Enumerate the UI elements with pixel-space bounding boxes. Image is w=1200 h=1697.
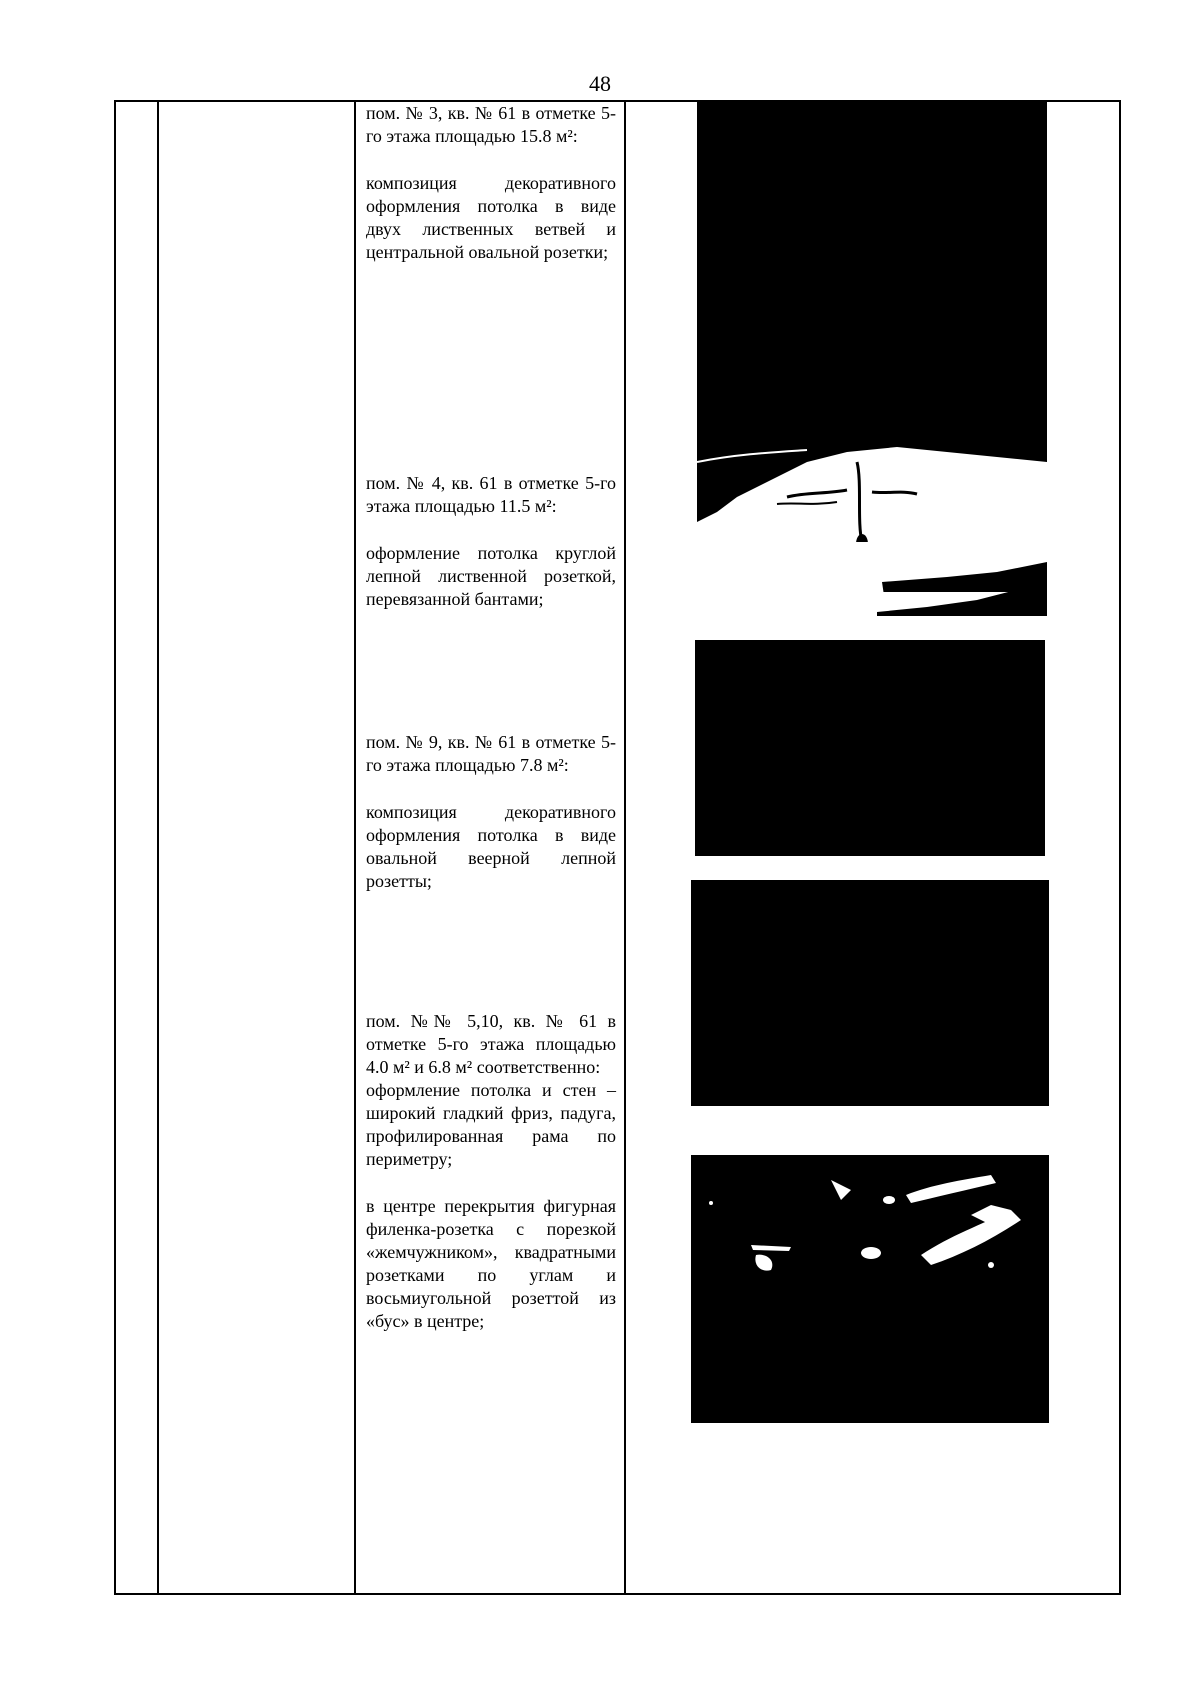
entry-room-4 <box>366 472 616 611</box>
entry-rooms-5-10 <box>366 1010 616 1333</box>
column-divider-3 <box>624 100 626 1595</box>
entry-description: оформление потолка и стен – широкий гладкий фриз, падуга, профилированная рама по периметру; <box>366 1080 616 1169</box>
entry-heading: пом. №№ 5,10, кв. № 61 в отметке 5-го этажа площадью 4.0 м² и 6.8 м² соответственно: <box>366 1011 616 1077</box>
page-number: 48 <box>589 71 611 96</box>
ceiling-photo-4 <box>691 1155 1049 1423</box>
entry-description: оформление потолка круглой лепной лиственной розеткой, перевязанной бантами; <box>366 543 616 609</box>
entry-heading: пом. № 4, кв. 61 в отметке 5-го этажа площадью 11.5 м²: <box>366 473 616 516</box>
entry-room-9 <box>366 731 616 893</box>
entry-extra: в центре перекрытия фигурная филенка-розетка с порезкой «жемчужником», квадратными розетками по углам и восьмиугольной розеттой из «бус» в центре; <box>366 1196 616 1331</box>
column-divider-1 <box>157 100 159 1595</box>
entry-description: композиция декоративного оформления потолка в виде двух лиственных ветвей и центральной овальной розетки; <box>366 173 616 262</box>
entry-heading: пом. № 9, кв. № 61 в отметке 5-го этажа площадью 7.8 м²: <box>366 732 616 775</box>
entry-description: композиция декоративного оформления потолка в виде овальной веерной лепной розетты; <box>366 802 616 891</box>
ceiling-photo-2 <box>695 640 1045 856</box>
entry-room-3 <box>366 102 616 264</box>
ceiling-photo-3 <box>691 880 1049 1106</box>
ceiling-photo-1 <box>697 102 1047 616</box>
column-divider-2 <box>354 100 356 1595</box>
entry-heading: пом. № 3, кв. № 61 в отметке 5-го этажа площадью 15.8 м²: <box>366 103 616 146</box>
